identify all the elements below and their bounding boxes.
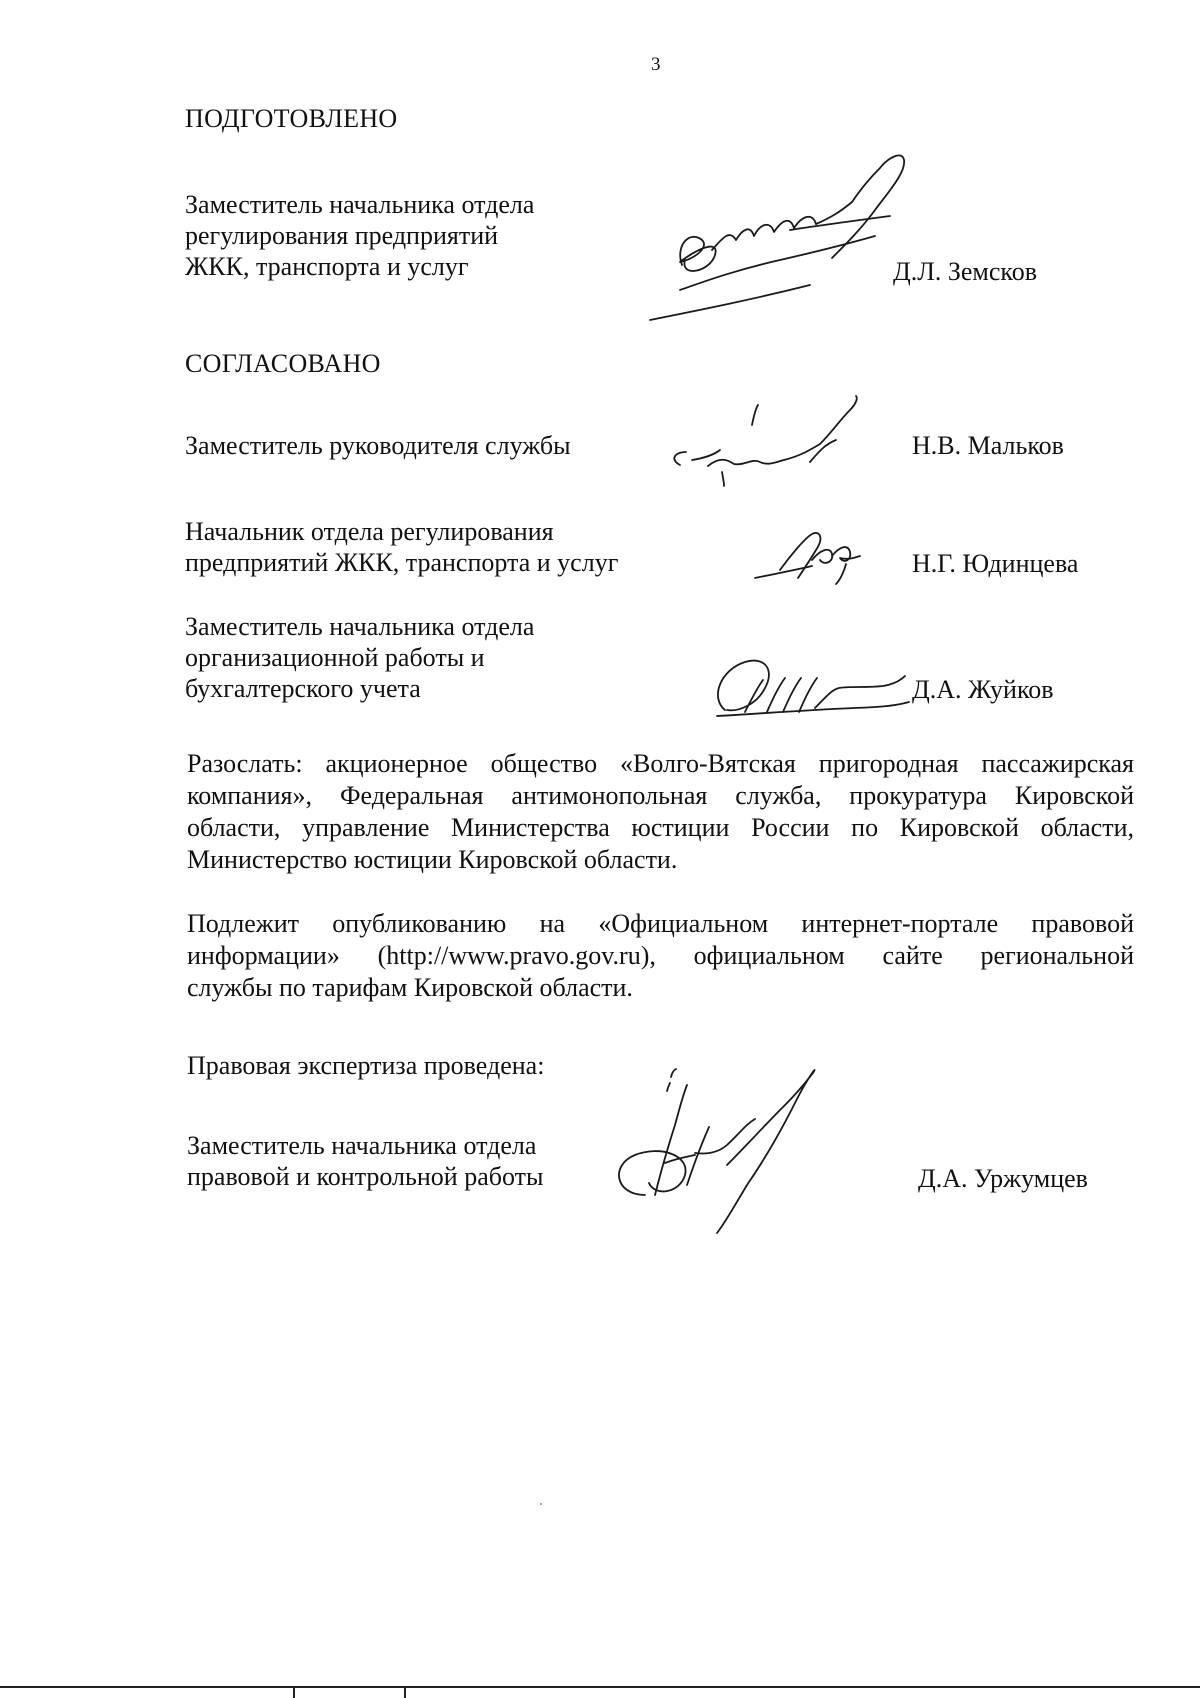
page-bottom-tick [293, 1686, 295, 1698]
agreed-position-line: организационной работы и [185, 643, 485, 672]
prepared-position-line: Заместитель начальника отдела [185, 190, 535, 219]
page-bottom-tick [404, 1686, 406, 1698]
agreed-position-line: предприятий ЖКК, транспорта и услуг [185, 548, 619, 577]
legal-review-position-line: Заместитель начальника отдела [187, 1131, 537, 1160]
publication-line: службы по тарифам Кировской области. [187, 973, 633, 1002]
distribution-line: Министерство юстиции Кировской области. [187, 845, 678, 874]
distribution-line: области, управление Министерства юстиции России по Кировской области, [187, 813, 1134, 842]
signature-urzhumtsev [605, 1055, 885, 1235]
prepared-position-line: регулирования предприятий [185, 221, 499, 250]
agreed-position-malkov: Заместитель руководителя службы [185, 431, 571, 460]
legal-review-position-line: правовой и контрольной работы [187, 1162, 544, 1191]
signature-yudintseva [750, 520, 890, 590]
agreed-signatory-name-yudintseva: Н.Г. Юдинцева [912, 549, 1079, 578]
agreed-position-line: Заместитель начальника отдела [185, 612, 535, 641]
legal-review-heading: Правовая экспертиза проведена: [187, 1051, 545, 1080]
publication-line: информации» (http://www.pravo.gov.ru), официальном сайте региональной [187, 941, 1134, 970]
distribution-paragraph [187, 748, 1134, 876]
page-bottom-rule [0, 1686, 1200, 1688]
legal-review-signatory-name: Д.А. Уржумцев [918, 1164, 1088, 1193]
agreed-position-yudintseva [185, 516, 618, 578]
agreed-position-line: Начальник отдела регулирования [185, 517, 554, 546]
prepared-heading: ПОДГОТОВЛЕНО [185, 104, 398, 133]
signature-malkov [660, 390, 900, 500]
agreed-position-line: бухгалтерского учета [185, 674, 421, 703]
publication-line: Подлежит опубликованию на «Официальном интернет-портале правовой [187, 909, 1134, 938]
agreed-heading: СОГЛАСОВАНО [185, 349, 381, 378]
agreed-signatory-name-malkov: Н.В. Мальков [912, 431, 1064, 460]
page-number: 3 [651, 54, 661, 75]
agreed-position-zhuykov [185, 611, 534, 704]
publication-paragraph [187, 908, 1134, 1004]
prepared-position [185, 189, 534, 282]
prepared-signatory-name: Д.Л. Земсков [893, 257, 1038, 286]
agreed-signatory-name-zhuykov: Д.А. Жуйков [912, 675, 1054, 704]
signature-zemskov [640, 150, 940, 325]
scan-speck [540, 1503, 542, 1505]
distribution-line: компания», Федеральная антимонопольная служба, прокуратура Кировской [187, 781, 1134, 810]
signature-zhuykov [705, 650, 935, 730]
distribution-line: Разослать: акционерное общество «Волго-Вятская пригородная пассажирская [187, 749, 1134, 778]
legal-review-position [187, 1130, 543, 1192]
prepared-position-line: ЖКК, транспорта и услуг [185, 252, 469, 281]
